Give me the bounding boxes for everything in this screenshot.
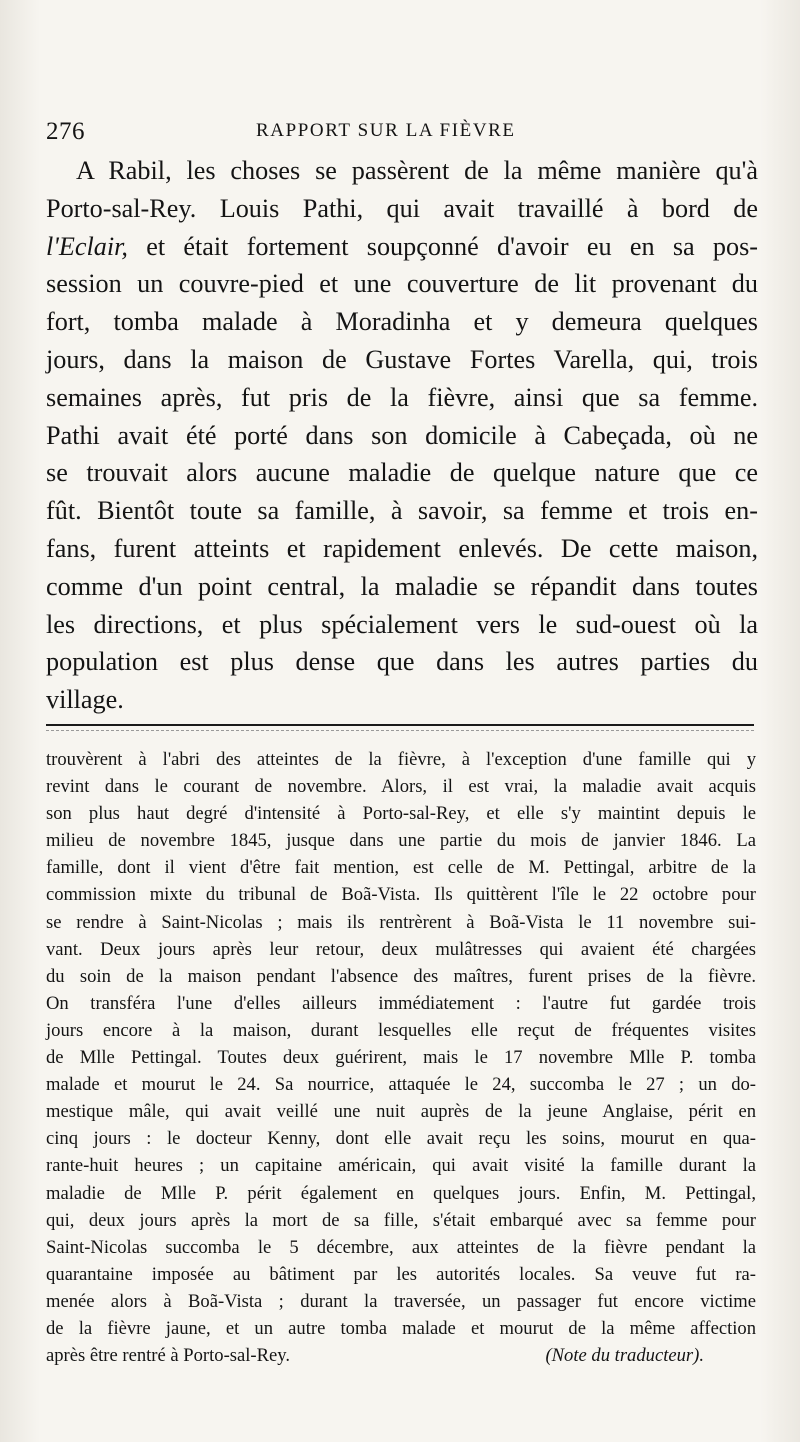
footnote-line: jours encore à la maison, durant lesquelles elle reçut de fréquentes visites — [46, 1019, 756, 1041]
text-line: fort, tomba malade à Moradinha et y demeura quelques — [46, 307, 758, 337]
footnote-rule — [46, 724, 754, 726]
footnote-line: maladie de Mlle P. périt également en quelques jours. Enfin, M. Pettingal, — [46, 1182, 756, 1204]
footnote-last-text: après être rentré à Porto-sal-Rey. — [46, 1345, 291, 1367]
text-line: Porto-sal-Rey. Louis Pathi, qui avait travaillé à bord de — [46, 193, 758, 223]
footnote — [46, 746, 756, 1369]
footnote-line: de Mlle Pettingal. Toutes deux guérirent, mais le 17 novembre Mlle P. tomba — [46, 1047, 756, 1069]
footnote-line: rante-huit heures ; un capitaine américain, qui avait visité la famille durant la — [46, 1155, 756, 1177]
ship-name: l'Eclair, — [46, 231, 128, 261]
footnote-line: cinq jours : le docteur Kenny, dont elle avait reçu les soins, mourut en qua- — [46, 1128, 756, 1150]
page-header — [46, 118, 746, 152]
footnote-line: du soin de la maison pendant l'absence des maîtres, furent prises de la fièvre. — [46, 965, 756, 987]
running-head: RAPPORT SUR LA FIÈVRE — [256, 120, 516, 141]
page-number: 276 — [46, 118, 85, 145]
text-line: comme d'un point central, la maladie se répandit dans toutes — [46, 571, 758, 601]
text-line: A Rabil, les choses se passèrent de la même manière qu'à — [76, 156, 758, 185]
footnote-line: Saint-Nicolas succomba le 5 décembre, aux atteintes de la fièvre pendant la — [46, 1236, 756, 1258]
text-line: session un couvre-pied et une couverture de lit provenant du — [46, 269, 758, 299]
footnote-line: commission mixte du tribunal de Boã-Vista. Ils quittèrent l'île le 22 octobre pour — [46, 884, 756, 906]
translator-note: (Note du traducteur). — [545, 1345, 704, 1367]
footnote-line: milieu de novembre 1845, jusque dans une partie du mois de janvier 1846. La — [46, 830, 756, 852]
text-line: semaines après, fut pris de la fièvre, ainsi que sa femme. — [46, 382, 758, 412]
footnote-line: mestique mâle, qui avait veillé une nuit auprès de la jeune Anglaise, périt en — [46, 1101, 756, 1123]
footnote-line: se rendre à Saint-Nicolas ; mais ils rentrèrent à Boã-Vista le 11 novembre sui- — [46, 911, 756, 933]
footnote-line: On transféra l'une d'elles ailleurs immédiatement : l'autre fut gardée trois — [46, 992, 756, 1014]
text-line: se trouvait alors aucune maladie de quelque nature que ce — [46, 458, 758, 488]
text-line: village. — [46, 685, 124, 715]
footnote-line: revint dans le courant de novembre. Alors, il est vrai, la maladie avait acquis — [46, 776, 756, 798]
footnote-line: son plus haut degré d'intensité à Porto-sal-Rey, et elle s'y maintint depuis le — [46, 803, 756, 825]
footnote-rule-shadow — [46, 730, 754, 731]
text-line-rest: et était fortement soupçonné d'avoir eu en sa pos- — [127, 231, 758, 261]
footnote-line — [46, 1342, 756, 1369]
footnote-line: de la fièvre jaune, et un autre tomba malade et mourut de la même affection — [46, 1317, 756, 1339]
text-line: les directions, et plus spécialement vers le sud-ouest où la — [46, 609, 758, 639]
main-text — [46, 152, 758, 719]
footnote-line: malade et mourut le 24. Sa nourrice, attaquée le 24, succomba le 27 ; un do- — [46, 1074, 756, 1096]
footnote-line: qui, deux jours après la mort de sa fille, s'était embarqué avec sa femme pour — [46, 1209, 756, 1231]
footnote-line: famille, dont il vient d'être fait mention, est celle de M. Pettingal, arbitre de la — [46, 857, 756, 879]
text-line: Pathi avait été porté dans son domicile à Cabeçada, où ne — [46, 420, 758, 450]
text-line: fans, furent atteints et rapidement enlevés. De cette maison, — [46, 533, 758, 563]
text-line: jours, dans la maison de Gustave Fortes Varella, qui, trois — [46, 344, 758, 374]
footnote-line: trouvèrent à l'abri des atteintes de la fièvre, à l'exception d'une famille qui y — [46, 749, 756, 770]
text-line: fût. Bientôt toute sa famille, à savoir, sa femme et trois en- — [46, 496, 758, 526]
footnote-line: vant. Deux jours après leur retour, deux mulâtresses qui avaient été chargées — [46, 938, 756, 960]
text-line: population est plus dense que dans les autres parties du — [46, 647, 758, 677]
text-line — [46, 228, 758, 266]
footnote-line: quarantaine imposée au bâtiment par les autorités locales. Sa veuve fut ra- — [46, 1263, 756, 1285]
footnote-line: menée alors à Boã-Vista ; durant la traversée, un passager fut encore victime — [46, 1290, 756, 1312]
